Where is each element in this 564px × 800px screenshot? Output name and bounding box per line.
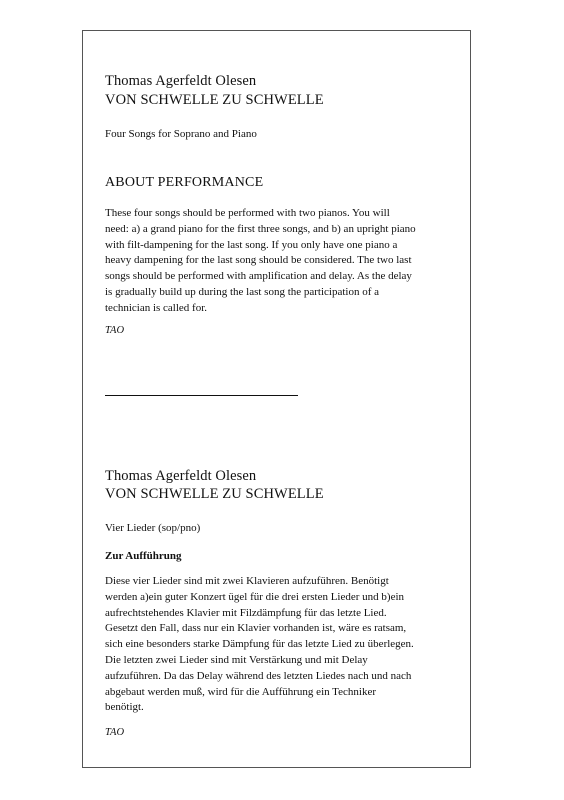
work-title-german: VON SCHWELLE ZU SCHWELLE [105, 486, 324, 502]
section-divider [105, 395, 298, 396]
composer-name-english: Thomas Agerfeldt Olesen [105, 73, 257, 89]
section-heading-german: Zur Aufführung [105, 550, 182, 562]
composer-name-german: Thomas Agerfeldt Olesen [105, 468, 257, 484]
performance-notes-german: Diese vier Lieder sind mit zwei Klavieren aufzuführen. Benötigt werden a)ein guter Konzert ügel für die drei ersten Lieder und b)ein aufrechtstehendes Klavier mit Filzdämpfung für das letzte Lied. Gesetzt den Fall, dass nur ein Klavier vorhanden ist, wäre es ratsam, sich eine besonders starke Dämpfung für das letzte Lied zu überlegen. Die letzten zwei Lieder sind mit Verstärkung und mit Delay aufzuführen. Da das Delay während des letzten Liedes nach und nach abgebaut werden muß, wird für die Aufführung ein Techniker benötigt. [105, 575, 414, 714]
signature-german: TAO [105, 727, 125, 738]
work-title-english: VON SCHWELLE ZU SCHWELLE [105, 92, 324, 108]
performance-notes-english: These four songs should be performed with two pianos. You will need: a) a grand piano for the first three songs, and b) an upright piano with filt-dampening for the last song. If you only have one piano a heavy dampening for the last song should be considered. The two last songs should be performed with amplification and delay. As the delay is gradually build up during the last song the participation of a technician is called for. [105, 207, 416, 314]
signature-english: TAO [105, 325, 125, 336]
subtitle-english: Four Songs for Soprano and Piano [105, 128, 257, 140]
subtitle-german: Vier Lieder (sop/pno) [105, 522, 201, 534]
section-heading-english: ABOUT PERFORMANCE [105, 175, 264, 190]
